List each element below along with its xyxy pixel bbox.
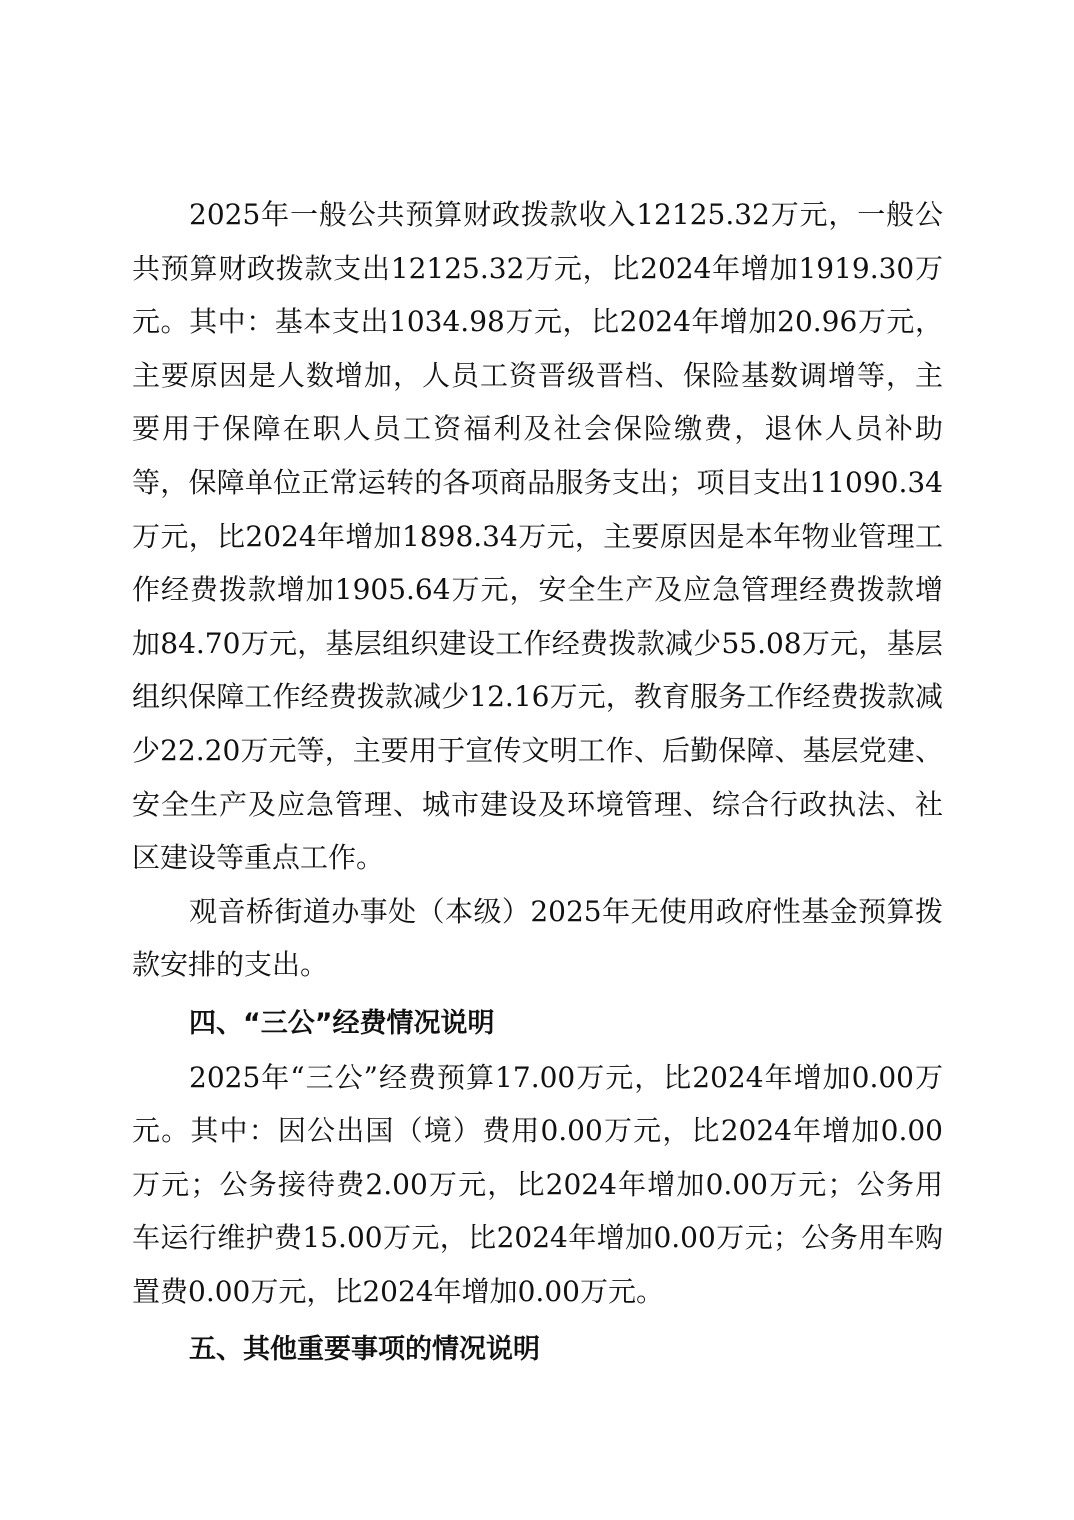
section-heading-other-matters: 五、其他重要事项的情况说明 [189, 1334, 540, 1366]
paragraph-government-fund: 观音桥街道办事处（本级）2025年无使用政府性基金预算拨款安排的支出。 [132, 894, 943, 982]
document-body [132, 188, 943, 1377]
paragraph-three-public-funds: 2025年“三公”经费预算17.00万元，比2024年增加0.00万元。其中：因公出国（境）费用0.00万元，比2024年增加0.00万元；公务接待费2.00万元，比2024年增加0.00万元；公务用车运行维护费15.00万元，比2024年增加0.00万元；公务用车购置费0.00万元，比2024年增加0.00万元。 [132, 1060, 943, 1308]
section-heading-three-public-funds: 四、“三公”经费情况说明 [189, 1007, 495, 1039]
paragraph-general-budget: 2025年一般公共预算财政拨款收入12125.32万元，一般公共预算财政拨款支出12125.32万元，比2024年增加1919.30万元。其中：基本支出1034.98万元，比2024年增加20.96万元，主要原因是人数增加，人员工资晋级晋档、保险基数调增等，主要用于保障在职人员工资福利及社会保险缴费，退休人员补助等，保障单位正常运转的各项商品服务支出；项目支出11090.34万元，比2024年增加1898.34万元，主要原因是本年物业管理工作经费拨款增加1905.64万元，安全生产及应急管理经费拨款增加84.70万元，基层组织建设工作经费拨款减少55.08万元，基层组织保障工作经费拨款减少12.16万元，教育服务工作经费拨款减少22.20万元等，主要用于宣传文明工作、后勤保障、基层党建、安全生产及应急管理、城市建设及环境管理、综合行政执法、社区建设等重点工作。 [132, 198, 943, 875]
